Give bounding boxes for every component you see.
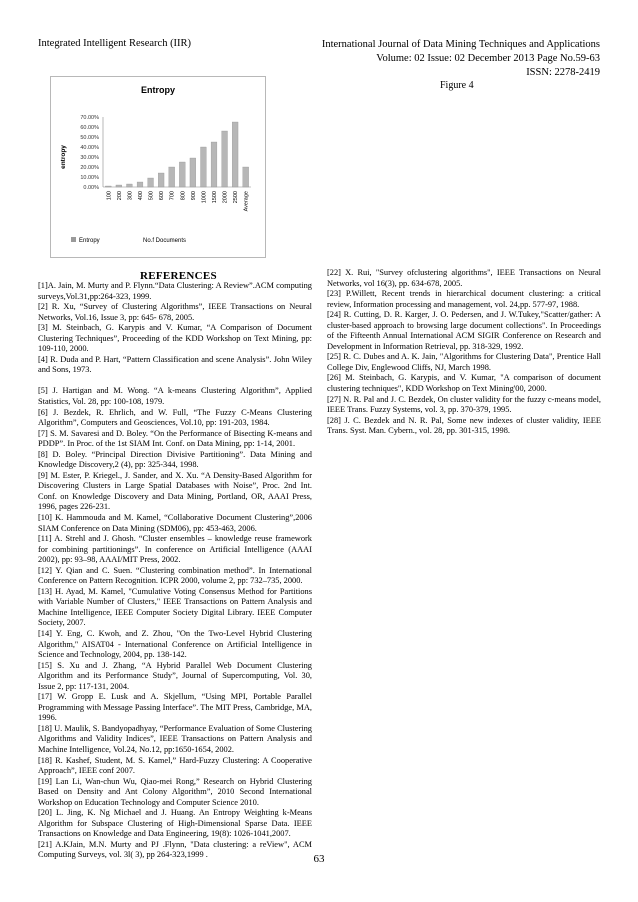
x-tick-label: 1500 <box>212 191 218 204</box>
y-tick-label: 50.00% <box>80 135 99 141</box>
y-tick-label: 10.00% <box>80 175 99 181</box>
bar <box>158 173 164 187</box>
reference-item: [9] M. Ester, P. Kriegel., J. Sander, and X. Xu. “A Density-Based Algorithm for Discovering Clusters in Large Spatial Databases with Noise”, Proc. 2nd Int. Conf. on Knowledge Discovery and Data Mining, Portland, OR, AAAI Press, 1996, pages 226-231. <box>38 470 312 512</box>
reference-item: [11] A. Strehl and J. Ghosh. “Cluster ensembles – knowledge reuse framework for combining partitionings”. In conference on Artificial Intelligence (AAAI 2002), pp: 93–98, AAAI/MIT Press, 2002. <box>38 534 312 565</box>
bar <box>243 167 249 187</box>
reference-item: [1]A. Jain, M. Murty and P. Flynn.“Data Clustering: A Review”.ACM computing surveys,Vol.31,pp:264-323, 1999. <box>38 281 312 301</box>
x-tick-label: 2500 <box>233 191 240 204</box>
bar <box>105 186 111 187</box>
references-left-column <box>38 281 312 861</box>
bar <box>116 185 122 187</box>
reference-item: [10] K. Hammouda and M. Kamel, “Collaborative Document Clustering”,2006 SIAM Conference on Data Mining (SDM06), pp: 453-463, 2006. <box>38 512 312 533</box>
reference-item: [13] H. Ayad, M. Kamel, "Cumulative Voting Consensus Method for Partitions with Variable Number of Clusters," IEEE Transactions on Pattern Analysis and Machine Intelligence, IEEE Computer Society Digital Library. IEEE Computer Society, 2007. <box>38 586 312 628</box>
x-tick-label: 400 <box>138 191 144 201</box>
references-right-column <box>327 268 601 437</box>
reference-item: [20] L. Jing, K. Ng Michael and J. Huang. An Entropy Weighting k-Means Algorithm for Subspace Clustering of High-Dimensional Sparse Data. IEEE Transactions on Knowledge and Data Engineering, 19(8): 1026-1041,2007. <box>38 808 312 839</box>
reference-item: [2] R. Xu, “Survey of Clustering Algorithms”, IEEE Transactions on Neural Networks, Vol.16, Issue 3, pp: 645- 678, 2005. <box>38 302 312 322</box>
reference-item: [4] R. Duda and P. Hart, “Pattern Classification and scene Analysis”. John Wiley and Sons, 1973. <box>38 354 312 375</box>
bar <box>222 131 228 187</box>
x-tick-label: 700 <box>169 191 176 201</box>
journal-publisher: Integrated Intelligent Research (IIR) <box>38 38 192 49</box>
reference-item: [24] R. Cutting, D. R. Karger, J. O. Pedersen, and J. W.Tukey,"Scatter/gather: A cluster-based approach to browsing large document collections". In Proceedings of the Fifteenth Annual International ACM SIGIR Conference on Research and Development in Information Retrieval, pp. 318-329, 1992. <box>327 310 601 351</box>
y-axis-label: entropy <box>60 145 67 169</box>
x-tick-label: 200 <box>116 191 123 201</box>
bar <box>169 167 175 187</box>
references-heading: REFERENCES <box>140 270 217 282</box>
reference-item: [26] M. Steinbach, G. Karypis, and V. Kumar, "A comparison of document clustering techniques", KDD Workshop on Text Mining'00, 2000. <box>327 373 601 394</box>
x-tick-label: Average <box>243 191 250 212</box>
chart-title: Entropy <box>141 85 176 95</box>
reference-item: [23] P.Willett, Recent trends in hierarchical document clustering: a critical review, Information processing and management, vol. 24,pp. 577-97, 1988. <box>327 289 601 309</box>
reference-item: [25] R. C. Dubes and A. K. Jain, "Algorithms for Clustering Data", Prentice Hall College Div, Englewood Cliffs, NJ, March 1998. <box>327 352 601 372</box>
reference-item: [5] J. Hartigan and M. Wong. “A k-means Clustering Algorithm”, Applied Statistics, Vol. 28, pp: 100-108, 1979. <box>38 386 312 406</box>
x-tick-label: 1000 <box>201 191 208 204</box>
y-tick-label: 70.00% <box>80 115 99 121</box>
page-number: 63 <box>313 853 325 865</box>
x-tick-label: 2000 <box>222 191 229 204</box>
reference-item: [7] S. M. Savaresi and D. Boley. “On the Performance of Bisecting K-means and PDDP”. In Proc. of the 1st SIAM Int. Conf. on Data Mining, pp: 1-14, 2001. <box>38 428 312 449</box>
journal-title: International Journal of Data Mining Techniques and Applications <box>321 39 600 50</box>
reference-item: [14] Y. Eng, C. Kwoh, and Z. Zhou, ''On the Two-Level Hybrid Clustering Algorithm,'' AISAT04 - International Conference on Artificial Intelligence in Science and Technology, 2004, pp. 138-142. <box>38 629 312 660</box>
figure-caption: Figure 4 <box>440 80 474 91</box>
chart-svg <box>51 77 265 257</box>
reference-item: [22] X. Rui, "Survey ofclustering algorithms", IEEE Transactions on Neural Networks, vol 16(3), pp. 634-678, 2005. <box>327 268 601 288</box>
reference-item: [19] Lan Li, Wan-chun Wu, Qiao-mei Rong,” Research on Hybrid Clustering Based on Density and Ant Colony Algorithm”, 2010 Second International Workshop on Education Technology and Computer Science 2010. <box>38 776 312 807</box>
x-tick-label: 800 <box>180 191 187 201</box>
reference-item: [6] J. Bezdek, R. Ehrlich, and W. Full, “The Fuzzy C-Means Clustering Algorithm”, Computers and Geosciences, Vol.10, pp: 191-203, 1984. <box>38 407 312 428</box>
reference-item: [3] M. Steinbach, G. Karypis and V. Kumar, “A Comparison of Document Clustering Techniques”, Proceeding of the KDD Workshop on Text Mining, pp: 109-110, 2000. <box>38 323 312 354</box>
x-axis-label: No.f Documents <box>143 238 187 244</box>
bar <box>201 147 207 187</box>
entropy-chart <box>50 76 266 258</box>
reference-item: [18] R. Kashef, Student, M. S. Kamel,” Hard-Fuzzy Clustering: A Cooperative Approach”, IEEE conf 2007. <box>38 755 312 776</box>
y-tick-label: 60.00% <box>80 125 99 131</box>
reference-item: [8] D. Boley. “Principal Direction Divisive Partitioning”. Data Mining and Knowledge Discovery,2 (4), pp: 325-344, 1998. <box>38 449 312 470</box>
reference-item: [15] S. Xu and J. Zhang, “A Hybrid Parallel Web Document Clustering Algorithm and its Performance Study”, Journal of Supercomputing, Vol. 30, Issue 2, pp: 117-131, 2004. <box>38 660 312 691</box>
reference-item: [21] A.KJain, M.N. Murty and PJ .Flynn, "Data clustering: a reView", ACM Computing Surveys, vol. 3l( 3), pp 264-323,1999 . <box>38 839 312 860</box>
bar <box>148 178 154 187</box>
y-tick-label: 30.00% <box>80 155 99 161</box>
bar <box>137 182 143 187</box>
x-tick-label: 900 <box>190 191 197 201</box>
y-tick-label: 20.00% <box>80 165 99 171</box>
x-tick-label: 300 <box>127 191 134 201</box>
journal-volume: Volume: 02 Issue: 02 December 2013 Page No.59-63 <box>376 53 600 64</box>
bar <box>211 142 217 187</box>
reference-item: [12] Y. Qian and C. Suen. “Clustering combination method”. In International Conference on Pattern Recognition. ICPR 2000, volume 2, pp: 732–735, 2000. <box>38 565 312 586</box>
y-tick-label: 0.00% <box>83 185 99 191</box>
reference-item: [18] U. Maulik, S. Bandyopadhyay, “Performance Evaluation of Some Clustering Algorithms and Validity Indices”, IEEE Transactions on Pattern Analysis and Machine Intelligence, Vol.24, No.12, pp:1650-1654, 2002. <box>38 723 312 755</box>
journal-header <box>270 38 600 80</box>
reference-item: [28] J. C. Bezdek and N. R. Pal, Some new indexes of cluster validity, IEEE Trans. Syst. Man. Cybern., vol. 28, pp. 301-315, 1998. <box>327 415 601 436</box>
x-tick-label: 600 <box>159 191 166 201</box>
bar <box>127 184 133 187</box>
bar <box>232 122 238 187</box>
x-tick-label: 500 <box>148 191 155 201</box>
bar <box>190 158 196 187</box>
legend-swatch <box>71 237 76 242</box>
legend-label: Entropy <box>79 238 100 244</box>
reference-item: [27] N. R. Pal and J. C. Bezdek, On cluster validity for the fuzzy c-means model, IEEE Trans. Fuzzy Systems, vol. 3, pp. 370-379, 1995. <box>327 394 601 415</box>
reference-item: [17] W. Gropp E. Lusk and A. Skjellum, “Using MPI, Portable Parallel Programming with Message Passing Interface”. The MIT Press, Cambridge, MA, 1996. <box>38 692 312 723</box>
bar <box>179 162 185 187</box>
x-tick-label: 100 <box>106 191 113 201</box>
journal-issn: ISSN: 2278-2419 <box>526 67 600 78</box>
y-tick-label: 40.00% <box>80 145 99 151</box>
